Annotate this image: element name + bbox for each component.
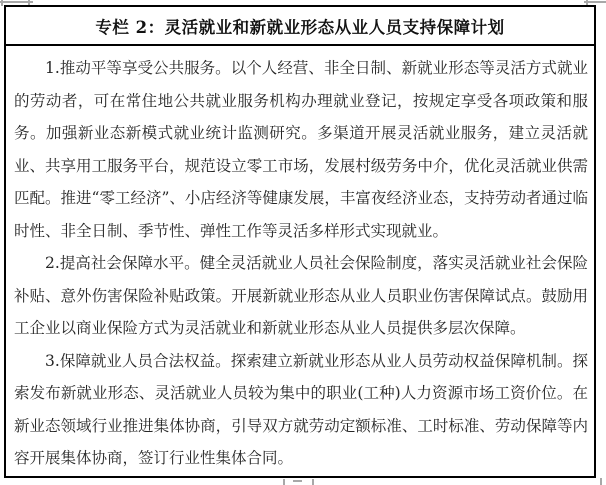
table-grid-fragment-bottom-center-tick <box>312 479 314 485</box>
table-grid-fragment-top-left-tick <box>1 0 3 6</box>
policy-panel-box <box>4 5 596 478</box>
table-grid-fragment-bottom-right-tick <box>600 478 602 485</box>
paragraph-social-security: 2.提高社会保障水平。健全灵活就业人员社会保险制度，落实灵活就业社会保险补贴、意外伤害保险补贴政策。开展新就业形态从业人员职业伤害保障试点。鼓励用工企业以商业保险方式为灵活就业和新就业形态从业人员提供多层次保障。 <box>14 254 588 337</box>
table-grid-fragment-bottom-center-tick <box>283 479 285 485</box>
table-grid-fragment-bottom-center-dash <box>293 480 302 482</box>
panel-title: 专栏 2：灵活就业和新就业形态从业人员支持保障计划 <box>95 17 505 37</box>
paragraph-rights-protection: 3.保障就业人员合法权益。探索建立新就业形态从业人员劳动权益保障机制。探索发布新就业形态、灵活就业人员较为集中的职业(工种)人力资源市场工资价位。在新业态领域行业推进集体协商，引导双方就劳动定额标准、工时标准、劳动保障等内容开展集体协商，签订行业性集体合同。 <box>14 351 588 467</box>
panel-header-row <box>6 7 594 46</box>
panel-body-cell <box>6 46 594 476</box>
paragraph-public-services: 1.推动平等享受公共服务。以个人经营、非全日制、新就业形态等灵活方式就业的劳动者，可在常住地公共就业服务机构办理就业登记，按规定享受各项政策和服务。加强新业态新模式就业统计监测研究。多渠道开展灵活就业服务，建立灵活就业、共享用工服务平台，规范设立零工市场，发展村级劳务中介，优化灵活就业供需匹配。推进“零工经济”、小店经济等健康发展，丰富夜经济业态，支持劳动者通过临时性、非全日制、季节性、弹性工作等灵活多样形式实现就业。 <box>14 59 588 240</box>
